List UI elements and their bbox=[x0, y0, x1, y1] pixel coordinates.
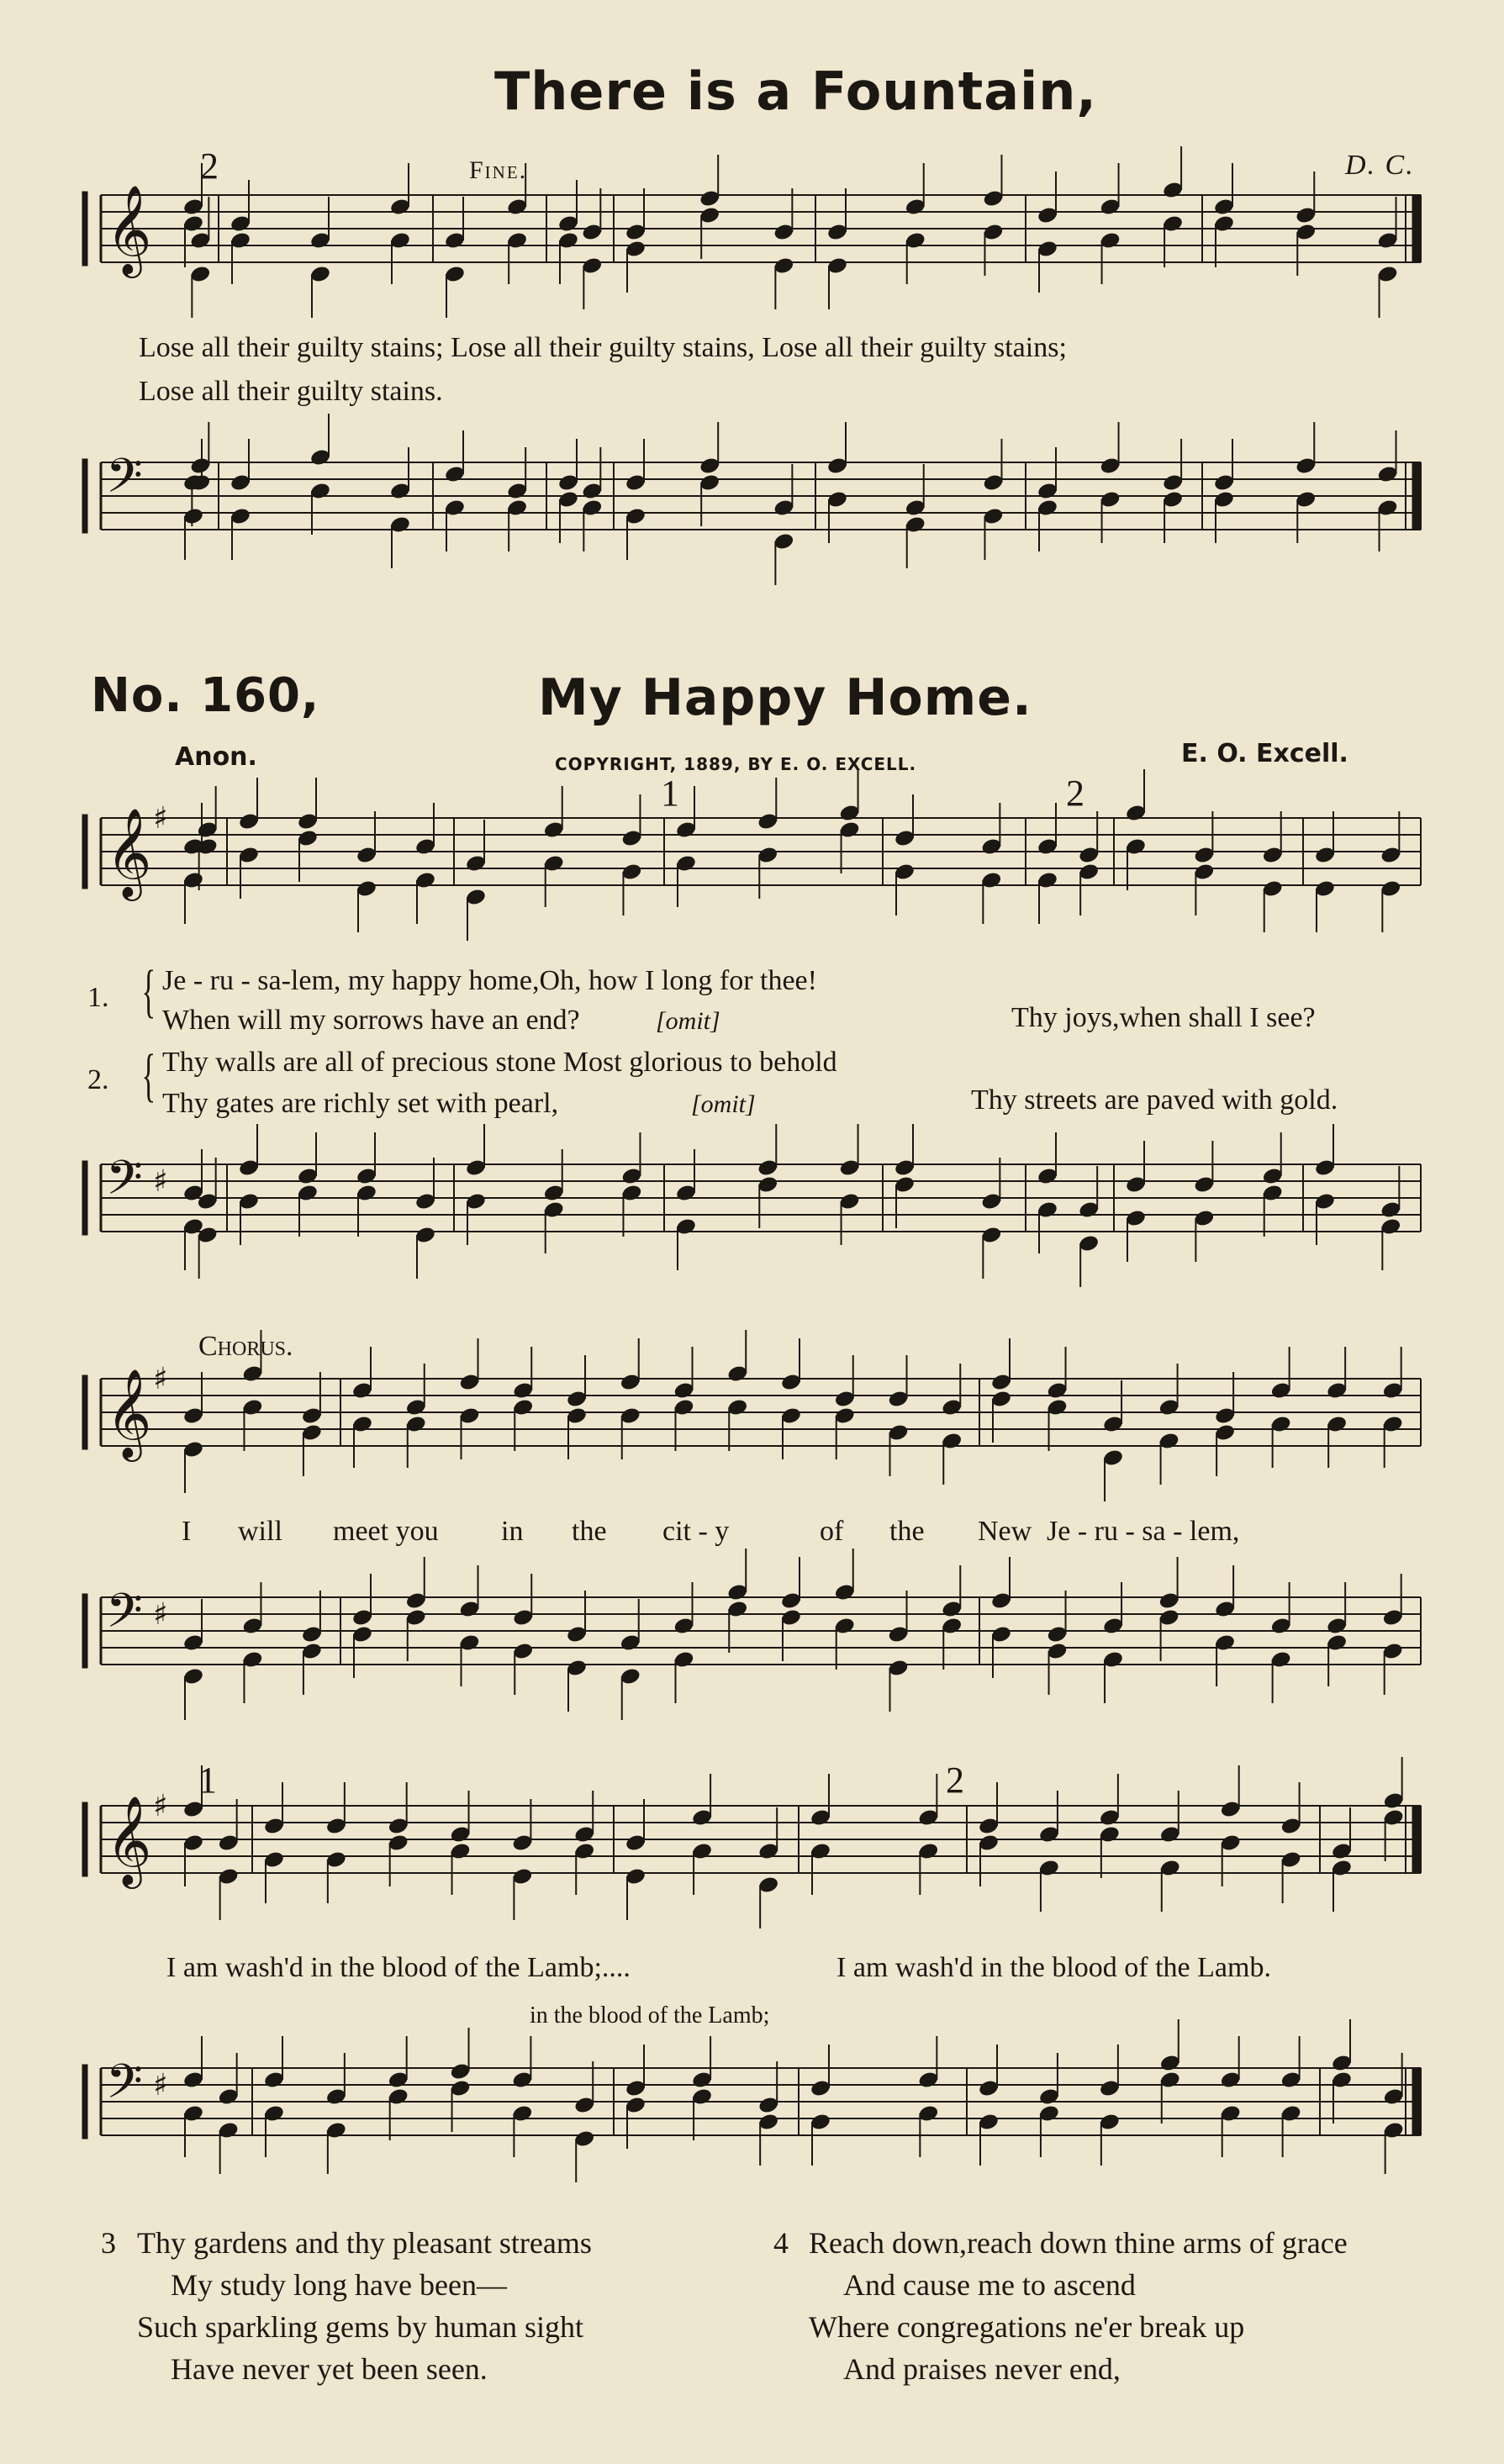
chorus-bass-staff-2 bbox=[76, 2034, 1504, 2203]
svg-text:𝄢: 𝄢 bbox=[106, 2055, 143, 2121]
svg-text:𝄞: 𝄞 bbox=[106, 184, 152, 274]
svg-text:♯: ♯ bbox=[153, 1597, 168, 1632]
hymn-ending2: 2 bbox=[1066, 773, 1084, 814]
chorus-word: meet you bbox=[333, 1516, 439, 1547]
chorus-word: will bbox=[238, 1516, 282, 1547]
chorus-ending2: 2 bbox=[946, 1760, 964, 1801]
chorus-treble-staff-2 bbox=[76, 1765, 1504, 1934]
verse-3-line: Such sparkling gems by human sight bbox=[137, 2310, 583, 2344]
svg-text:♯: ♯ bbox=[153, 1164, 168, 1199]
verse-3-line: Thy gardens and thy pleasant streams bbox=[137, 2226, 592, 2260]
verse-4-line: Reach down,reach down thine arms of grace bbox=[809, 2226, 1348, 2260]
chorus-word: I bbox=[182, 1516, 192, 1547]
chorus-treble-staff-1 bbox=[76, 1345, 1504, 1513]
svg-text:𝄢: 𝄢 bbox=[106, 1151, 143, 1217]
verse1-number: 1. bbox=[87, 982, 109, 1013]
hymn-number: No. 160, bbox=[91, 668, 320, 723]
chorus-word: the bbox=[572, 1516, 607, 1547]
fountain-lyric-line1: Lose all their guilty stains; Lose all their guilty stains, Lose all their guilty stains; bbox=[139, 332, 1067, 363]
verse-4-line: Where congregations ne'er break up bbox=[809, 2310, 1245, 2344]
chorus-label: Chorus. bbox=[198, 1331, 293, 1362]
verse2-line1: Thy walls are all of precious stone Most glorious to behold bbox=[162, 1047, 837, 1078]
verse-3-number: 3 bbox=[101, 2226, 116, 2260]
verse2-line2a: Thy gates are richly set with pearl, bbox=[162, 1088, 559, 1119]
verse-4-number: 4 bbox=[773, 2226, 789, 2260]
fountain-title: There is a Fountain, bbox=[494, 61, 1097, 122]
svg-text:♯: ♯ bbox=[153, 1362, 168, 1396]
svg-text:♯: ♯ bbox=[153, 1789, 168, 1823]
verse2-omit: [omit] bbox=[691, 1090, 756, 1118]
verse-4-line: And cause me to ascend bbox=[843, 2268, 1136, 2302]
hymn-ending1: 1 bbox=[661, 773, 679, 814]
verse1-line2a: When will my sorrows have an end? bbox=[162, 1005, 580, 1036]
verse-4-line: And praises never end, bbox=[843, 2352, 1121, 2386]
svg-text:♯: ♯ bbox=[153, 2068, 168, 2103]
fountain-bass-staff bbox=[76, 420, 1504, 597]
verse-3-line: My study long have been— bbox=[171, 2268, 507, 2302]
fountain-treble-staff bbox=[76, 143, 1504, 311]
hymn-composer: E. O. Excell. bbox=[1181, 739, 1348, 768]
chorus-word: the bbox=[889, 1516, 925, 1547]
hymn-copyright: COPYRIGHT, 1889, BY E. O. EXCELL. bbox=[555, 754, 917, 774]
verse1-omit: [omit] bbox=[656, 1007, 720, 1035]
svg-text:𝄢: 𝄢 bbox=[106, 1584, 143, 1650]
chorus-word: New bbox=[978, 1516, 1032, 1547]
verse2-brace: { bbox=[141, 1043, 156, 1108]
chorus-line2a: I am wash'd in the blood of the Lamb;.... bbox=[166, 1952, 631, 1983]
hymn-author: Anon. bbox=[175, 742, 257, 772]
verse2-line2b: Thy streets are paved with gold. bbox=[971, 1084, 1338, 1116]
chorus-ending1: 1 bbox=[198, 1760, 217, 1801]
hymn-bass-staff bbox=[76, 1131, 1504, 1299]
verse-3-line: Have never yet been seen. bbox=[171, 2352, 488, 2386]
dc-label: D. C. bbox=[1345, 150, 1415, 181]
hymn-treble-staff bbox=[76, 778, 1504, 946]
verse2-number: 2. bbox=[87, 1064, 109, 1095]
svg-text:𝄞: 𝄞 bbox=[106, 807, 152, 897]
chorus-word: of bbox=[820, 1516, 844, 1547]
svg-text:♯: ♯ bbox=[153, 801, 168, 836]
chorus-bass-staff-1 bbox=[76, 1564, 1504, 1732]
verse1-brace: { bbox=[141, 959, 156, 1024]
fountain-lyric-line2: Lose all their guilty stains. bbox=[139, 376, 443, 407]
chorus-word: in bbox=[501, 1516, 524, 1547]
svg-text:𝄞: 𝄞 bbox=[106, 1368, 152, 1458]
chorus-word: Je - ru - sa - lem, bbox=[1047, 1516, 1240, 1547]
hymn-title: My Happy Home. bbox=[538, 668, 1032, 727]
svg-text:𝄞: 𝄞 bbox=[106, 1795, 152, 1885]
svg-text:𝄢: 𝄢 bbox=[106, 449, 143, 515]
chorus-line2b: I am wash'd in the blood of the Lamb. bbox=[836, 1952, 1271, 1983]
fine-label: Fine. bbox=[469, 156, 528, 184]
chorus-word: cit - y bbox=[662, 1516, 730, 1547]
verse1-line1: Je - ru - sa-lem, my happy home,Oh, how I long for thee! bbox=[162, 965, 817, 996]
verse1-line2b: Thy joys,when shall I see? bbox=[1011, 1002, 1316, 1033]
chorus-echo: in the blood of the Lamb; bbox=[530, 2002, 770, 2029]
fountain-ending-number: 2 bbox=[200, 145, 219, 187]
